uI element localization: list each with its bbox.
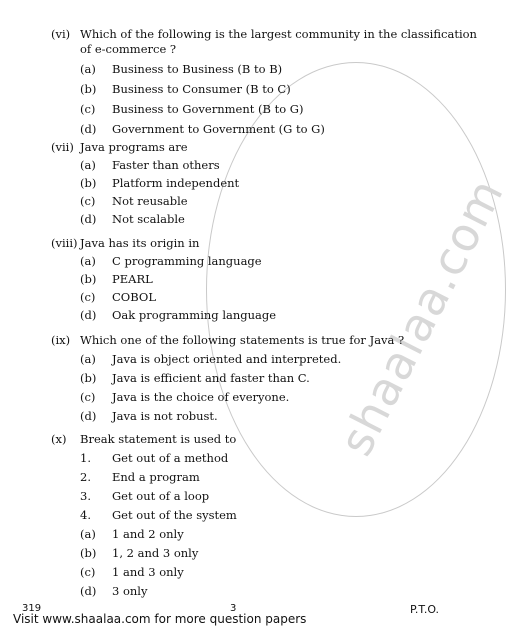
question-number: (viii) [51,236,78,250]
option-label: (b) [80,176,97,190]
option-text: 3 only [112,584,148,598]
option-label: (d) [80,212,97,226]
option-label: (a) [80,158,96,172]
statement-text: Get out of a method [112,451,229,465]
question-stem: Which one of the following statements is true for Java ? [80,333,405,347]
statement-text: Get out of a loop [112,489,210,503]
option-label: (c) [80,565,96,579]
question-number: (vi) [51,27,71,41]
option-text: 1 and 3 only [112,565,184,579]
option-text: Business to Government (B to G) [112,102,304,116]
option-label: (a) [80,352,96,366]
visit-link[interactable]: Visit www.shaalaa.com for more question papers [13,612,307,626]
option-label: (a) [80,254,96,268]
question-stem: Which of the following is the largest community in the classification [80,27,477,41]
option-label: (d) [80,308,97,322]
option-label: (d) [80,409,97,423]
option-text: C programming language [112,254,262,268]
statement-label: 2. [80,470,91,484]
paper-code: 319 [22,603,42,614]
statement-text: Get out of the system [112,508,237,522]
option-text: Faster than others [112,158,220,172]
question-stem: Break statement is used to [80,432,237,446]
statement-text: End a program [112,470,200,484]
pto-marker: P.T.O. [410,603,440,616]
page-number: 3 [230,603,237,614]
question-number: (vii) [51,140,74,154]
option-label: (d) [80,122,97,136]
statement-label: 3. [80,489,91,503]
question-number: (ix) [51,333,71,347]
option-text: Java is the choice of everyone. [112,390,290,404]
question-number: (x) [51,432,67,446]
statement-label: 1. [80,451,91,465]
statement-label: 4. [80,508,91,522]
option-text: Business to Business (B to B) [112,62,283,76]
option-text: PEARL [112,272,153,286]
option-text: Java is not robust. [112,409,218,423]
option-text: Government to Government (G to G) [112,122,325,136]
option-label: (a) [80,527,96,541]
option-label: (b) [80,546,97,560]
option-label: (c) [80,194,96,208]
watermark-text: shaalaa.com [328,169,514,465]
option-text: Business to Consumer (B to C) [112,82,291,96]
option-text: Platform independent [112,176,240,190]
question-stem: Java programs are [80,140,188,154]
option-text: Java is object oriented and interpreted. [112,352,342,366]
option-text: Not scalable [112,212,185,226]
question-stem: Java has its origin in [80,236,200,250]
option-text: Java is efficient and faster than C. [112,371,310,385]
option-text: COBOL [112,290,156,304]
option-label: (b) [80,82,97,96]
option-label: (b) [80,272,97,286]
option-label: (a) [80,62,96,76]
option-label: (c) [80,290,96,304]
option-text: Oak programming language [112,308,277,322]
option-label: (c) [80,102,96,116]
option-label: (c) [80,390,96,404]
option-label: (b) [80,371,97,385]
option-text: Not reusable [112,194,188,208]
option-text: 1, 2 and 3 only [112,546,199,560]
option-label: (d) [80,584,97,598]
question-stem-cont: of e-commerce ? [80,42,177,56]
option-text: 1 and 2 only [112,527,184,541]
